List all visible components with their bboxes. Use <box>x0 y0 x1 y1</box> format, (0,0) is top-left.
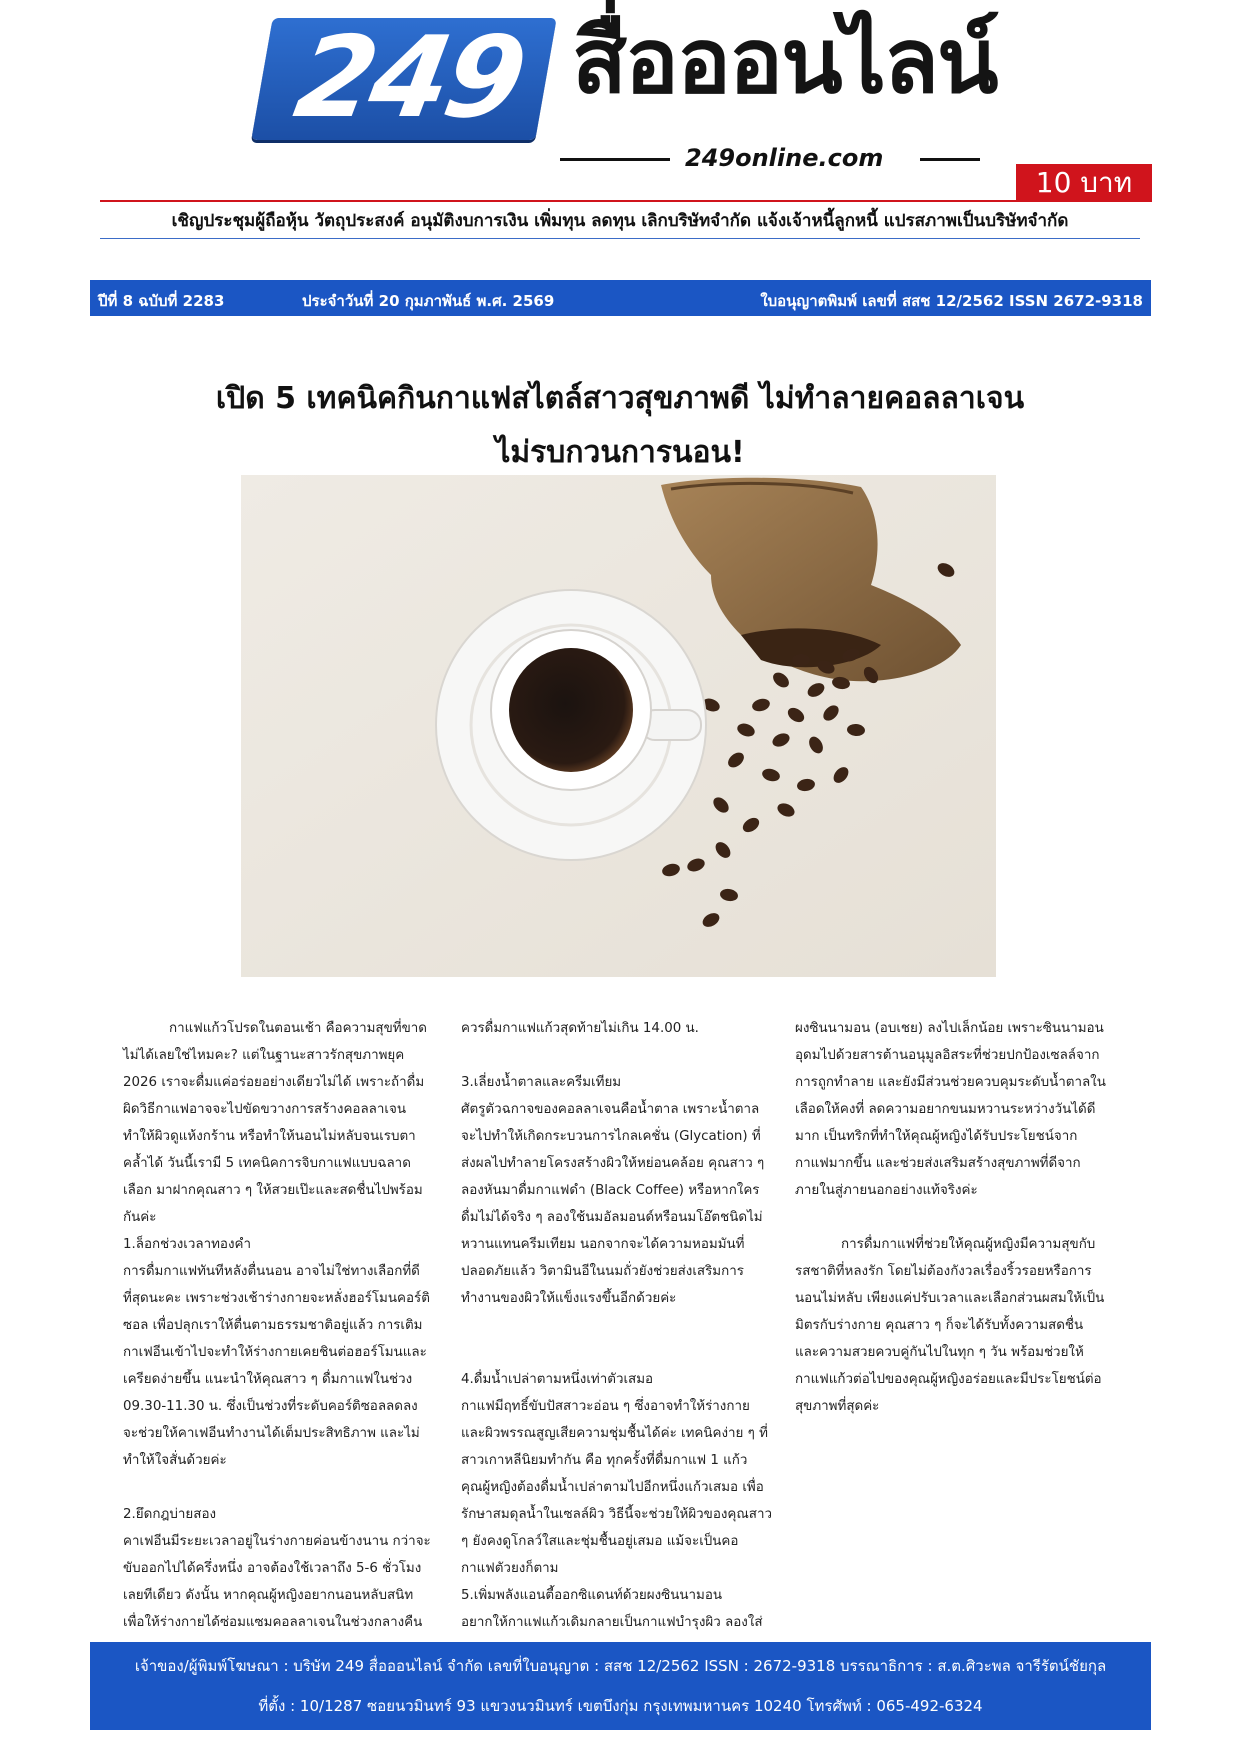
masthead <box>0 0 1240 250</box>
tip-4-body: กาแฟมีฤทธิ์ขับปัสสาวะอ่อน ๆ ซึ่งอาจทำให้ร่างกายและผิวพรรณสูญเสียความชุ่มชื้นได้ค่ะ เทคนิคง่าย ๆ ที่สาวเกาหลีนิยมทำกัน คือ ทุกครั้งที่ดื่มกาแฟ 1 แก้ว คุณผู้หญิงต้องดื่มน้ำเปล่าตามไปอีกหนึ่งแก้วเสมอ เพื่อรักษาสมดุลน้ำในเซลล์ผิว วิธีนี้จะช่วยให้ผิวของคุณสาว ๆ ยังคงดูโกลว์ใสและชุ่มชื้นอยู่เสมอ แม้จะเป็นคอกาแฟตัวยงก็ตาม <box>461 1399 773 1576</box>
tip-5-body: อยากให้กาแฟแก้วเดิมกลายเป็นกาแฟบำรุงผิว ลองใส่ <box>461 1615 763 1630</box>
article-column-2 <box>461 1015 772 1636</box>
logo-text: สื่อออนไลน์ <box>572 9 997 114</box>
logo-rule-left <box>560 158 670 161</box>
article-headline <box>100 372 1140 480</box>
tip-1-heading: 1.ล็อกช่วงเวลาทองคำ <box>123 1237 251 1252</box>
logo-rule-right <box>920 158 980 161</box>
headline-line-2: ไม่รบกวนการนอน! <box>495 435 745 470</box>
masthead-tagline: เชิญประชุมผู้ถือหุ้น วัตถุประสงค์ อนุมัติงบการเงิน เพิ่มทุน ลดทุน เลิกบริษัทจำกัด แจ้งเจ้าหนี้ลูกหนี้ แปรสภาพเป็นบริษัทจำกัด <box>171 211 1069 231</box>
article-intro: กาแฟแก้วโปรดในตอนเช้า คือความสุขที่ขาดไม่ได้เลยใช่ไหมคะ? แต่ในฐานะสาวรักสุขภาพยุค 2026 เราจะดื่มแค่อร่อยอย่างเดียวไม่ได้ เพราะถ้าดื่มผิดวิธีกาแฟอาจจะไปขัดขวางการสร้างคอลลาเจน ทำให้ผิวดูแห้งกร้าน หรือทำให้นอนไม่หลับจนเรบตาคล้ำได้ วันนี้เรามี 5 เทคนิคการจิบกาแฟแบบฉลาดเลือก มาฝากคุณสาว ๆ ให้สวยเป๊ะและสดชื่นไปพร้อมกันค่ะ <box>123 1021 427 1225</box>
footer-bar <box>90 1642 1151 1730</box>
coffee-photo-illustration <box>241 475 996 977</box>
headline-line-1: เปิด 5 เทคนิคกินกาแฟสไตล์สาวสุขภาพดี ไม่ทำลายคอลลาเจน <box>215 381 1025 416</box>
footer-publisher: เจ้าของ/ผู้พิมพ์โฆษณา : บริษัท 249 สื่อออนไลน์ จำกัด เลขที่ใบอนุญาต : สสช 12/2562 ISSN : 2672-9318 บรรณาธิการ : ส.ต.ศิวะพล จารีรัตน์ชัยกุล <box>134 1657 1107 1675</box>
article-outro: การดื่มกาแฟที่ช่วยให้คุณผู้หญิงมีความสุขกับรสชาติที่หลงรัก โดยไม่ต้องกังวลเรื่องริ้วรอยหรือการนอนไม่หลับ เพียงแค่ปรับเวลาและเลือกส่วนผสมให้เป็นมิตรกับร่างกาย คุณสาว ๆ ก็จะได้รับทั้งความสดชื่นและความสวยควบคู่กันไปในทุก ๆ วัน พร้อมช่วยให้กาแฟแก้วต่อไปของคุณผู้หญิงอร่อยและมีประโยชน์ต่อสุขภาพที่สุดค่ะ <box>795 1237 1105 1414</box>
masthead-blue-rule <box>100 238 1140 239</box>
logo-number: 249 <box>251 18 556 140</box>
article-photo <box>241 475 996 977</box>
masthead-red-rule <box>100 200 1140 202</box>
footer-address: ที่ตั้ง : 10/1287 ซอยนวมินทร์ 93 แขวงนวมินทร์ เขตบึงกุ่ม กรุงเทพมหานคร 10240 โทรศัพท์ : 065-492-6324 <box>258 1697 983 1715</box>
price-text: 10 บาท <box>1035 166 1133 199</box>
tip-5-body-cont: ผงซินนามอน (อบเชย) ลงไปเล็กน้อย เพราะซินนามอนอุดมไปด้วยสารต้านอนุมูลอิสระที่ช่วยปกป้องเซลล์จากการถูกทำลาย และยังมีส่วนช่วยควบคุมระดับน้ำตาลในเลือดให้คงที่ ลดความอยากขนมหวานระหว่างวันได้ดีมาก เป็นทริกที่ทำให้คุณผู้หญิงได้รับประโยชน์จากกาแฟมากขึ้น และช่วยส่งเสริมสร้างสุขภาพที่ดีจากภายในสู่ภายนอกอย่างแท้จริงค่ะ <box>795 1021 1106 1198</box>
issue-date: ประจำวันที่ 20 กุมภาพันธ์ พ.ศ. 2569 <box>302 292 555 310</box>
logo-url <box>560 146 980 172</box>
issue-license: ใบอนุญาตพิมพ์ เลขที่ สสช 12/2562 ISSN 2672-9318 <box>760 292 1143 310</box>
tip-2-body: คาเฟอีนมีระยะเวลาอยู่ในร่างกายค่อนข้างนาน กว่าจะขับออกไปได้ครึ่งหนึ่ง อาจต้องใช้เวลาถึง 5-6 ชั่วโมงเลยทีเดียว ดังนั้น หากคุณผู้หญิงอยากนอนหลับสนิท เพื่อให้ร่างกายได้ซ่อมแซมคอลลาเจนในช่วงกลางคืน <box>123 1534 431 1630</box>
tip-3-heading: 3.เลี่ยงน้ำตาลและครีมเทียม <box>461 1075 622 1090</box>
article-column-3 <box>795 1015 1106 1420</box>
article-column-1 <box>123 1015 434 1636</box>
logo-url-text: 249online.com <box>685 144 884 172</box>
tip-4-heading: 4.ดื่มน้ำเปล่าตามหนึ่งเท่าตัวเสมอ <box>461 1372 654 1387</box>
issue-bar <box>90 280 1151 316</box>
tip-2-heading: 2.ยึดกฎบ่ายสอง <box>123 1507 217 1522</box>
issue-number: ปีที่ 8 ฉบับที่ 2283 <box>98 292 225 310</box>
tip-1-body: การดื่มกาแฟทันทีหลังตื่นนอน อาจไม่ใช่ทางเลือกที่ดีที่สุดนะคะ เพราะช่วงเช้าร่างกายจะหลั่งฮอร์โมนคอร์ติซอล เพื่อปลุกเราให้ตื่นตามธรรมชาติอยู่แล้ว การเติมกาเฟอีนเข้าไปจะทำให้ร่างกายเคยชินต่อฮอร์โมนและเครียดง่ายขึ้น แนะนำให้คุณสาว ๆ ดื่มกาแฟในช่วง 09.30-11.30 น. ซึ่งเป็นช่วงที่ระดับคอร์ติซอลลดลง จะช่วยให้คาเฟอีนทำงานได้เต็มประสิทธิภาพ และไม่ทำให้ใจสั่นด้วยค่ะ <box>123 1264 430 1468</box>
tip-2-body-cont: ควรดื่มกาแฟแก้วสุดท้ายไม่เกิน 14.00 น. <box>461 1021 699 1036</box>
tip-5-heading: 5.เพิ่มพลังแอนตี้ออกซิแดนท์ด้วยผงซินนามอน <box>461 1588 723 1603</box>
tip-3-body: ศัตรูตัวฉกาจของคอลลาเจนคือน้ำตาล เพราะน้ำตาลจะไปทำให้เกิดกระบวนการไกลเคชั่น (Glycation) ที่ส่งผลไปทำลายโครงสร้างผิวให้หย่อนคล้อย คุณสาว ๆ ลองหันมาดื่มกาแฟดำ (Black Coffee) หรือหากใครดื่มไม่ได้จริง ๆ ลองใช้นมอัลมอนด์หรือนมโอ๊ตชนิดไม่หวานแทนครีมเทียม นอกจากจะได้ความหอมมันที่ปลอดภัยแล้ว วิตามินอีในนมถั่วยังช่วยส่งเสริมการทำงานของผิวให้แข็งแรงขึ้นอีกด้วยค่ะ <box>461 1102 765 1306</box>
price-badge <box>1016 164 1152 202</box>
